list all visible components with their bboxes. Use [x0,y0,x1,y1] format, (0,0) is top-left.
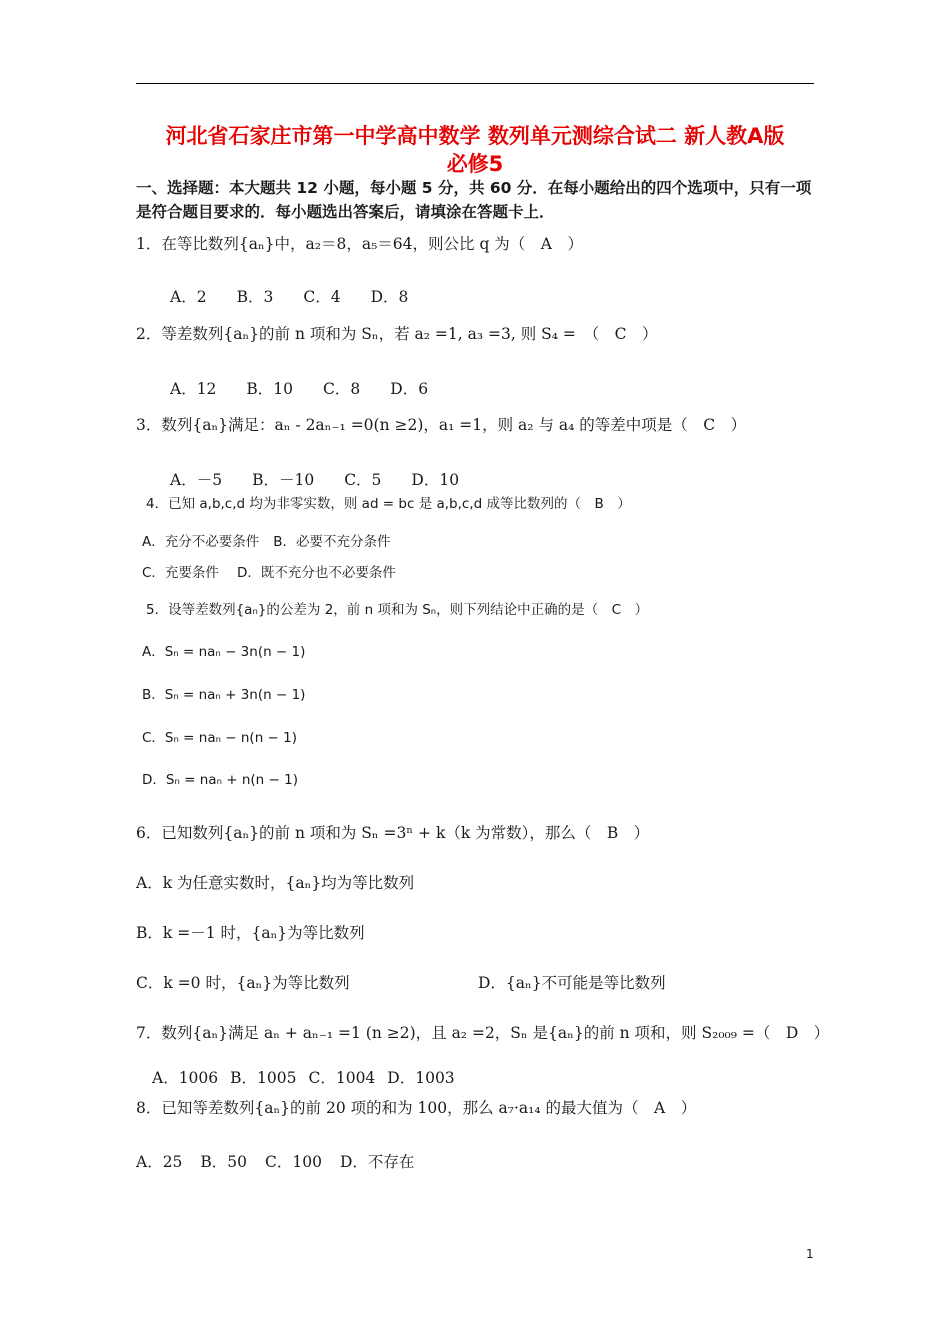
doc-title-line1: 河北省石家庄市第一中学高中数学 数列单元测综合试二 新人教A版 [165,124,785,148]
q6-option-c[interactable]: C．k =0 时，{aₙ}为等比数列 [136,974,350,992]
question-2-options [170,377,458,399]
q4-option-b[interactable]: B．必要不充分条件 [273,534,391,550]
q1-option-d[interactable]: D．8 [370,288,409,306]
q1-option-c[interactable]: C．4 [303,288,341,306]
q3-option-c[interactable]: C．5 [344,471,382,489]
q2-option-a[interactable]: A．12 [170,380,217,398]
q2-option-b[interactable]: B．10 [246,380,294,398]
q4-option-d[interactable]: D．既不充分也不必要条件 [236,565,396,581]
question-4-options-row1 [142,530,421,550]
question-4-options-row2 [142,561,426,581]
question-4-stem: 4．已知 a,b,c,d 均为非零实数，则 ad = bc 是 a,b,c,d 成等比数列的（ B ） [146,496,631,512]
q8-option-a[interactable]: A．25 [136,1153,183,1171]
q8-option-c[interactable]: C．100 [265,1153,322,1171]
question-6-stem: 6．已知数列{aₙ}的前 n 项和为 Sₙ =3ⁿ + k（k 为常数），那么（ B ） [136,824,650,842]
q2-option-c[interactable]: C．8 [323,380,361,398]
question-7-stem: 7．数列{aₙ}满足 aₙ + aₙ₋₁ =1 (n ≥2)，且 a₂ =2，Sₙ 是{aₙ}的前 n 项和，则 S₂₀₀₉ =（ D ） [136,1024,830,1042]
q1-option-a[interactable]: A．2 [170,288,207,306]
q5-option-b[interactable]: B．Sₙ = naₙ + 3n(n − 1) [142,687,306,703]
doc-title-line2: 必修5 [446,152,504,176]
header-rule [136,83,814,84]
q8-option-b[interactable]: B．50 [200,1153,248,1171]
q5-option-a[interactable]: A．Sₙ = naₙ − 3n(n − 1) [142,644,306,660]
q6-option-b[interactable]: B．k =－1 时，{aₙ}为等比数列 [136,924,365,942]
question-8-options [136,1150,444,1172]
q5-option-d[interactable]: D．Sₙ = naₙ + n(n − 1) [142,772,298,788]
section-instructions: 一、选择题：本大题共 12 小题，每小题 5 分，共 60 分．在每小题给出的四个选项中，只有一项是符合题目要求的．每小题选出答案后，请填涂在答题卡上． [136,179,812,221]
question-8-stem: 8．已知等差数列{aₙ}的前 20 项的和为 100，那么 a₇·a₁₄ 的最大值为（ A ） [136,1099,697,1117]
question-2-stem: 2．等差数列{aₙ}的前 n 项和为 Sₙ，若 a₂ =1, a₃ =3, 则 S₄ = （ C ） [136,325,658,343]
q7-option-a[interactable]: A．1006 [152,1069,219,1087]
question-7-options [152,1066,485,1088]
q3-option-a[interactable]: A．－5 [170,471,223,489]
q6-option-a[interactable]: A．k 为任意实数时，{aₙ}均为等比数列 [136,874,415,892]
q6-option-d[interactable]: D．{aₙ}不可能是等比数列 [478,974,666,992]
q3-option-d[interactable]: D．10 [411,471,460,489]
question-3-stem: 3．数列{aₙ}满足：aₙ - 2aₙ₋₁ =0(n ≥2)，a₁ =1，则 a₂ 与 a₄ 的等差中项是（ C ） [136,416,747,434]
question-1-stem: 1．在等比数列{aₙ}中，a₂＝8，a₅＝64，则公比 q 为（ A ） [136,235,583,253]
q7-option-c[interactable]: C．1004 [308,1069,376,1087]
q3-option-b[interactable]: B．－10 [252,471,315,489]
q7-option-d[interactable]: D．1003 [387,1069,455,1087]
q1-option-b[interactable]: B．3 [236,288,274,306]
question-3-options [170,468,489,490]
page-number: 1 [806,1247,814,1261]
q2-option-d[interactable]: D．6 [390,380,429,398]
q4-option-c[interactable]: C．充要条件 [142,565,219,581]
question-5-stem: 5．设等差数列{aₙ}的公差为 2，前 n 项和为 Sₙ，则下列结论中正确的是（ C ） [146,602,649,618]
question-1-options [170,285,438,307]
q8-option-d[interactable]: D．不存在 [340,1153,415,1171]
q5-option-c[interactable]: C．Sₙ = naₙ − n(n − 1) [142,730,297,746]
q7-option-b[interactable]: B．1005 [230,1069,297,1087]
q4-option-a[interactable]: A．充分不必要条件 [142,534,260,550]
